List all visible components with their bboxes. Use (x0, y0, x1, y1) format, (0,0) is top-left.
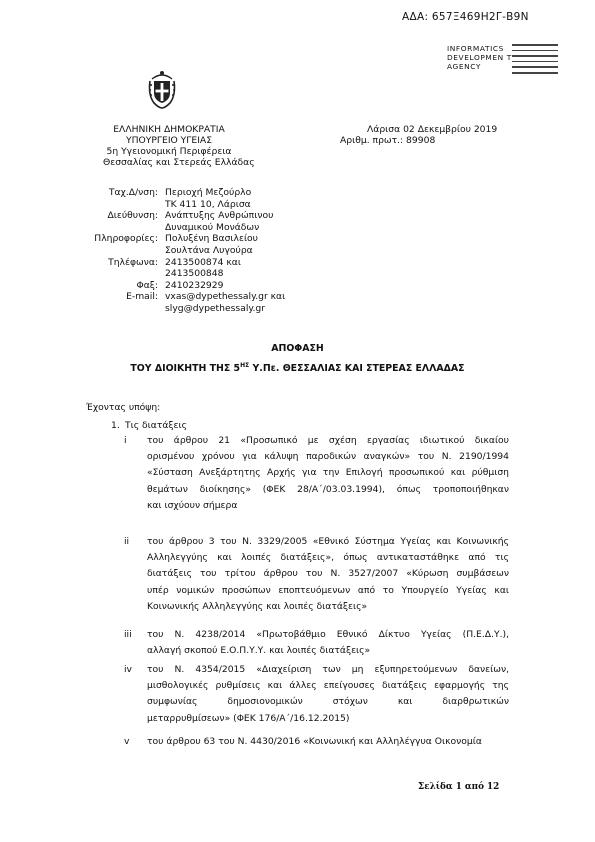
contact-row (80, 257, 345, 269)
contact-label: Φαξ: (136, 279, 158, 291)
provision-number: v (124, 736, 130, 747)
contact-value: Σουλτάνα Λυγούρα (165, 244, 253, 256)
contact-value: ΤΚ 411 10, Λάρισα (165, 198, 251, 210)
provision-text-line: συμφωνίας δημοσιονομικών στόχων και διαρθρωτικών (147, 696, 509, 708)
issuer-line: ΥΠΟΥΡΓΕΙΟ ΥΓΕΙΑΣ (125, 135, 213, 146)
provision-text-line: θεμάτων διοίκησης» (ΦΕΚ 28/Α΄/03.03.1994), όπως τροποποιήθηκαν (147, 483, 509, 495)
document-subtitle (0, 362, 595, 374)
considering-intro: Έχοντας υπόψη: (86, 402, 161, 413)
document-title: ΑΠΟΦΑΣΗ (271, 343, 324, 354)
provision-text-line: διατάξεις του τρίτου άρθρου του Ν. 3527/2007 «Κύρωση συμβάσεων (147, 568, 509, 580)
provision-text-line: του Ν. 4238/2014 «Πρωτοβάθμιο Εθνικό Δίκτυο Υγείας (Π.Ε.Δ.Υ.), (147, 629, 509, 640)
contact-value: 2413500874 και (165, 256, 241, 268)
contact-row (80, 268, 345, 280)
contact-row (80, 245, 345, 257)
contact-label: Τηλέφωνα: (108, 256, 158, 268)
contact-row (80, 291, 345, 303)
contact-label: Πληροφορίες: (94, 233, 158, 245)
contact-value: 2410232929 (165, 279, 224, 291)
digital-signature-stamp (512, 44, 558, 78)
contact-value: Δυναμικού Μονάδων (165, 221, 260, 233)
provision-text-line: υπέρ νομικών προσώπων εποπτευόμενων από το Υπουργείο Υγείας και (147, 584, 509, 596)
list-item (111, 420, 187, 431)
protocol-number: Αριθμ. πρωτ.: 89908 (340, 135, 436, 146)
ida-logo-text: INFORMATICS DEVELOPMEN T AGENCY (447, 44, 512, 71)
provision-text-line: του άρθρου 3 του Ν. 3329/2005 «Εθνικό Σύστημα Υγείας και Κοινωνικής (147, 536, 509, 547)
issuer-line: 5η Υγειονομική Περιφέρεια (106, 146, 232, 157)
contact-row (80, 222, 345, 234)
provision-text-line: «Σύσταση Ανεξάρτητης Αρχής για την Επιλογή προσωπικού και ρύθμιση (147, 467, 509, 479)
provision-number: ii (124, 536, 130, 547)
contact-label (80, 222, 165, 234)
provision-text-line: ορισμένου χρόνου για κάλυψη παροδικών αναγκών» του Ν. 2190/1994 (147, 451, 509, 463)
provision-text-line: μισθολογικές ρυθμίσεις και άλλες επείγουσες διατάξεις εφαρμογής της (147, 680, 509, 692)
contact-label (80, 199, 165, 211)
greek-coat-of-arms-icon (145, 67, 179, 114)
provision-text-line: του άρθρου 21 «Προσωπικό με σχέση εργασίας ιδιωτικού δικαίου (147, 435, 509, 446)
page-number: Σελίδα 1 από 12 (418, 782, 500, 792)
contact-label: Ταχ.Δ/νση: (108, 187, 158, 198)
contact-row (80, 280, 345, 292)
provision-item (124, 534, 509, 615)
list-item-text: Τις διατάξεις (125, 420, 187, 431)
provision-text-line: μεταρρυθμίσεων» (ΦΕΚ 176/Α΄/16.12.2015) (147, 712, 350, 724)
provision-text-line: του άρθρου 63 του Ν. 4430/2016 «Κοινωνική και Αλληλέγγυα Οικονομία (147, 736, 482, 747)
contact-label (80, 268, 165, 280)
contact-label: Διεύθυνση: (107, 210, 158, 222)
issuer-line: ΕΛΛΗΝΙΚΗ ΔΗΜΟΚΡΑΤΙΑ (113, 124, 225, 135)
provision-item (124, 734, 509, 750)
contact-label: E-mail: (126, 291, 158, 303)
contact-value: 2413500848 (165, 268, 224, 280)
contact-value: Πολυξένη Βασιλείου (165, 233, 258, 245)
list-number: 1. (111, 420, 120, 431)
contact-row (80, 187, 345, 199)
provision-number: i (124, 435, 127, 446)
contact-value: vxas@dypethessaly.gr και (165, 291, 286, 303)
contact-row (80, 233, 345, 245)
contact-row (80, 303, 345, 315)
ada-code: ΑΔΑ: 657Ξ469Η2Γ-Β9Ν (402, 11, 529, 23)
contact-details (80, 187, 345, 315)
provision-text-line: αλλαγή σκοπού Ε.Ο.Π.Υ.Υ. και λοιπές διατάξεις» (147, 645, 371, 657)
subtitle-text: ΤΟΥ ΔΙΟΙΚΗΤΗ ΤΗΣ 5 (130, 363, 241, 375)
subtitle-superscript: ΗΣ (240, 362, 250, 369)
provision-item (124, 662, 509, 727)
contact-row (80, 210, 345, 222)
contact-label (80, 303, 165, 315)
provision-number: iii (124, 629, 132, 640)
contact-value: Περιοχή Μεζούρλο (165, 187, 252, 198)
contact-row (80, 199, 345, 211)
provision-text-line: και ισχύουν σήμερα (147, 499, 238, 511)
contact-label (80, 245, 165, 257)
issuer-line: Θεσσαλίας και Στερεάς Ελλάδας (103, 157, 255, 168)
date-protocol-block (340, 124, 497, 146)
provision-text-line: Κοινωνικής Αλληλεγγύης και λοιπές διατάξεις» (147, 600, 368, 612)
provision-item (124, 433, 509, 514)
provision-text-line: του Ν. 4354/2015 «Διαχείριση των μη εξυπηρετούμενων δανείων, (147, 664, 509, 675)
contact-value: Ανάπτυξης Ανθρώπινου (165, 210, 274, 222)
subtitle-text: Υ.Πε. ΘΕΣΣΑΛΙΑΣ ΚΑΙ ΣΤΕΡΕΑΣ ΕΛΛΑΔΑΣ (249, 363, 465, 375)
document-date: Λάρισα 02 Δεκεμβρίου 2019 (367, 124, 498, 135)
provision-item (124, 627, 509, 659)
provision-number: iv (124, 664, 132, 675)
issuer-header (103, 124, 255, 168)
contact-value: slyg@dypethessaly.gr (165, 302, 266, 314)
provision-text-line: Αλληλεγγύης και λοιπές διατάξεις», όπως αντικαταστάθηκε από τις (147, 552, 509, 564)
